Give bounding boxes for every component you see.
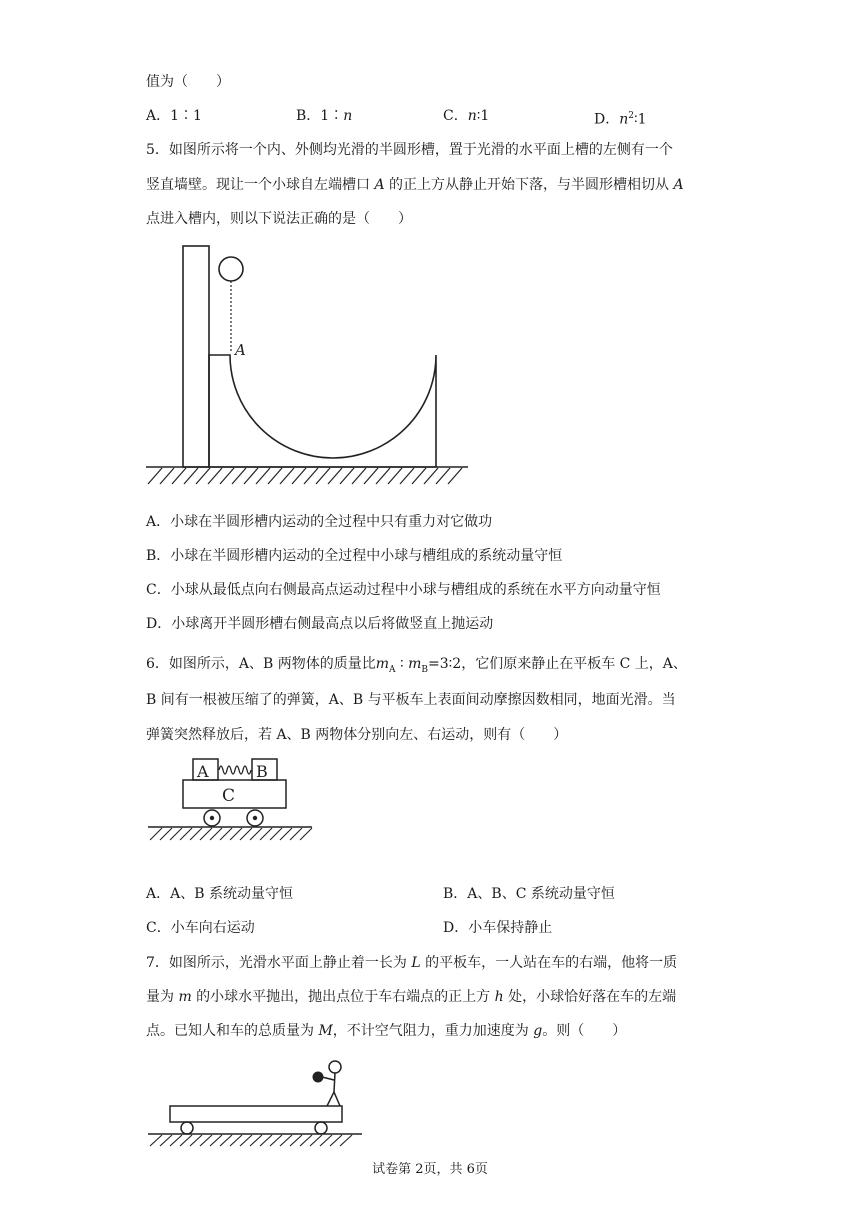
page-footer: 试卷第 2页，共 6页 [372,1162,488,1177]
q6-option-a: A．A、B 系统动量守恒 [146,886,293,902]
q6-stem-line2: B 间有一根被压缩了的弹簧，A、B 与平板车上表面间动摩擦因数相同，地面光滑。当 [146,692,676,708]
q5-option-d: D．小球离开半圆形槽右侧最高点以后将做竖直上抛运动 [146,616,494,632]
q4-option-b: B．1∶n [296,108,353,124]
q7-stem-line3: 点。已知人和车的总质量为 M，不计空气阻力，重力加速度为 g。则（ ） [146,1023,627,1039]
q5-option-c: C．小球从最低点向右侧最高点运动过程中小球与槽组成的系统在水平方向动量守恒 [146,582,661,598]
q4-option-c: C．n∶1 [443,108,490,124]
q6-stem-line3: 弹簧突然释放后，若 A、B 两物体分别向左、右运动，则有（ ） [146,727,568,743]
q6-option-c: C．小车向右运动 [146,920,255,936]
q7-stem-line1: 7．如图所示，光滑水平面上静止着一长为 L 的平板车，一人站在车的右端，他将一质 [146,955,678,971]
q5-option-b: B．小球在半圆形槽内运动的全过程中小球与槽组成的系统动量守恒 [146,548,563,564]
ball-icon [313,1072,324,1083]
q6-option-d: D．小车保持静止 [443,920,553,936]
q5-option-a: A．小球在半圆形槽内运动的全过程中只有重力对它做功 [146,514,493,530]
block-b-label: B [256,762,268,781]
q5-point-a-label: A [235,341,246,359]
q5-stem-line2: 竖直墙壁。现让一个小球自左端槽口 A 的正上方从静止开始下落，与半圆形槽相切从 A [146,177,684,193]
q4-option-a: A．1∶1 [146,108,202,124]
q6-stem-line1: 6．如图所示，A、B 两物体的质量比$m_A$ ∶ $m_B=3∶2$，它们原来静止在平板车 C 上，A、 [146,656,687,675]
q6-option-b: B．A、B、C 系统动量守恒 [443,886,615,902]
block-a-label: A [197,762,209,781]
cart-c-label: C [222,786,236,806]
q7-stem-line2: 量为 m 的小球水平抛出，抛出点位于车右端点的正上方 h 处，小球恰好落在车的左端 [146,989,677,1005]
q4-tail: 值为（ ） [146,74,230,90]
q5-stem-line3: 点进入槽内，则以下说法正确的是（ ） [146,211,412,227]
q4-option-d: D．$n^2∶1$ [594,111,647,128]
q5-stem-line1: 5．如图所示将一个内、外侧均光滑的半圆形槽，置于光滑的水平面上槽的左侧有一个 [146,142,673,158]
